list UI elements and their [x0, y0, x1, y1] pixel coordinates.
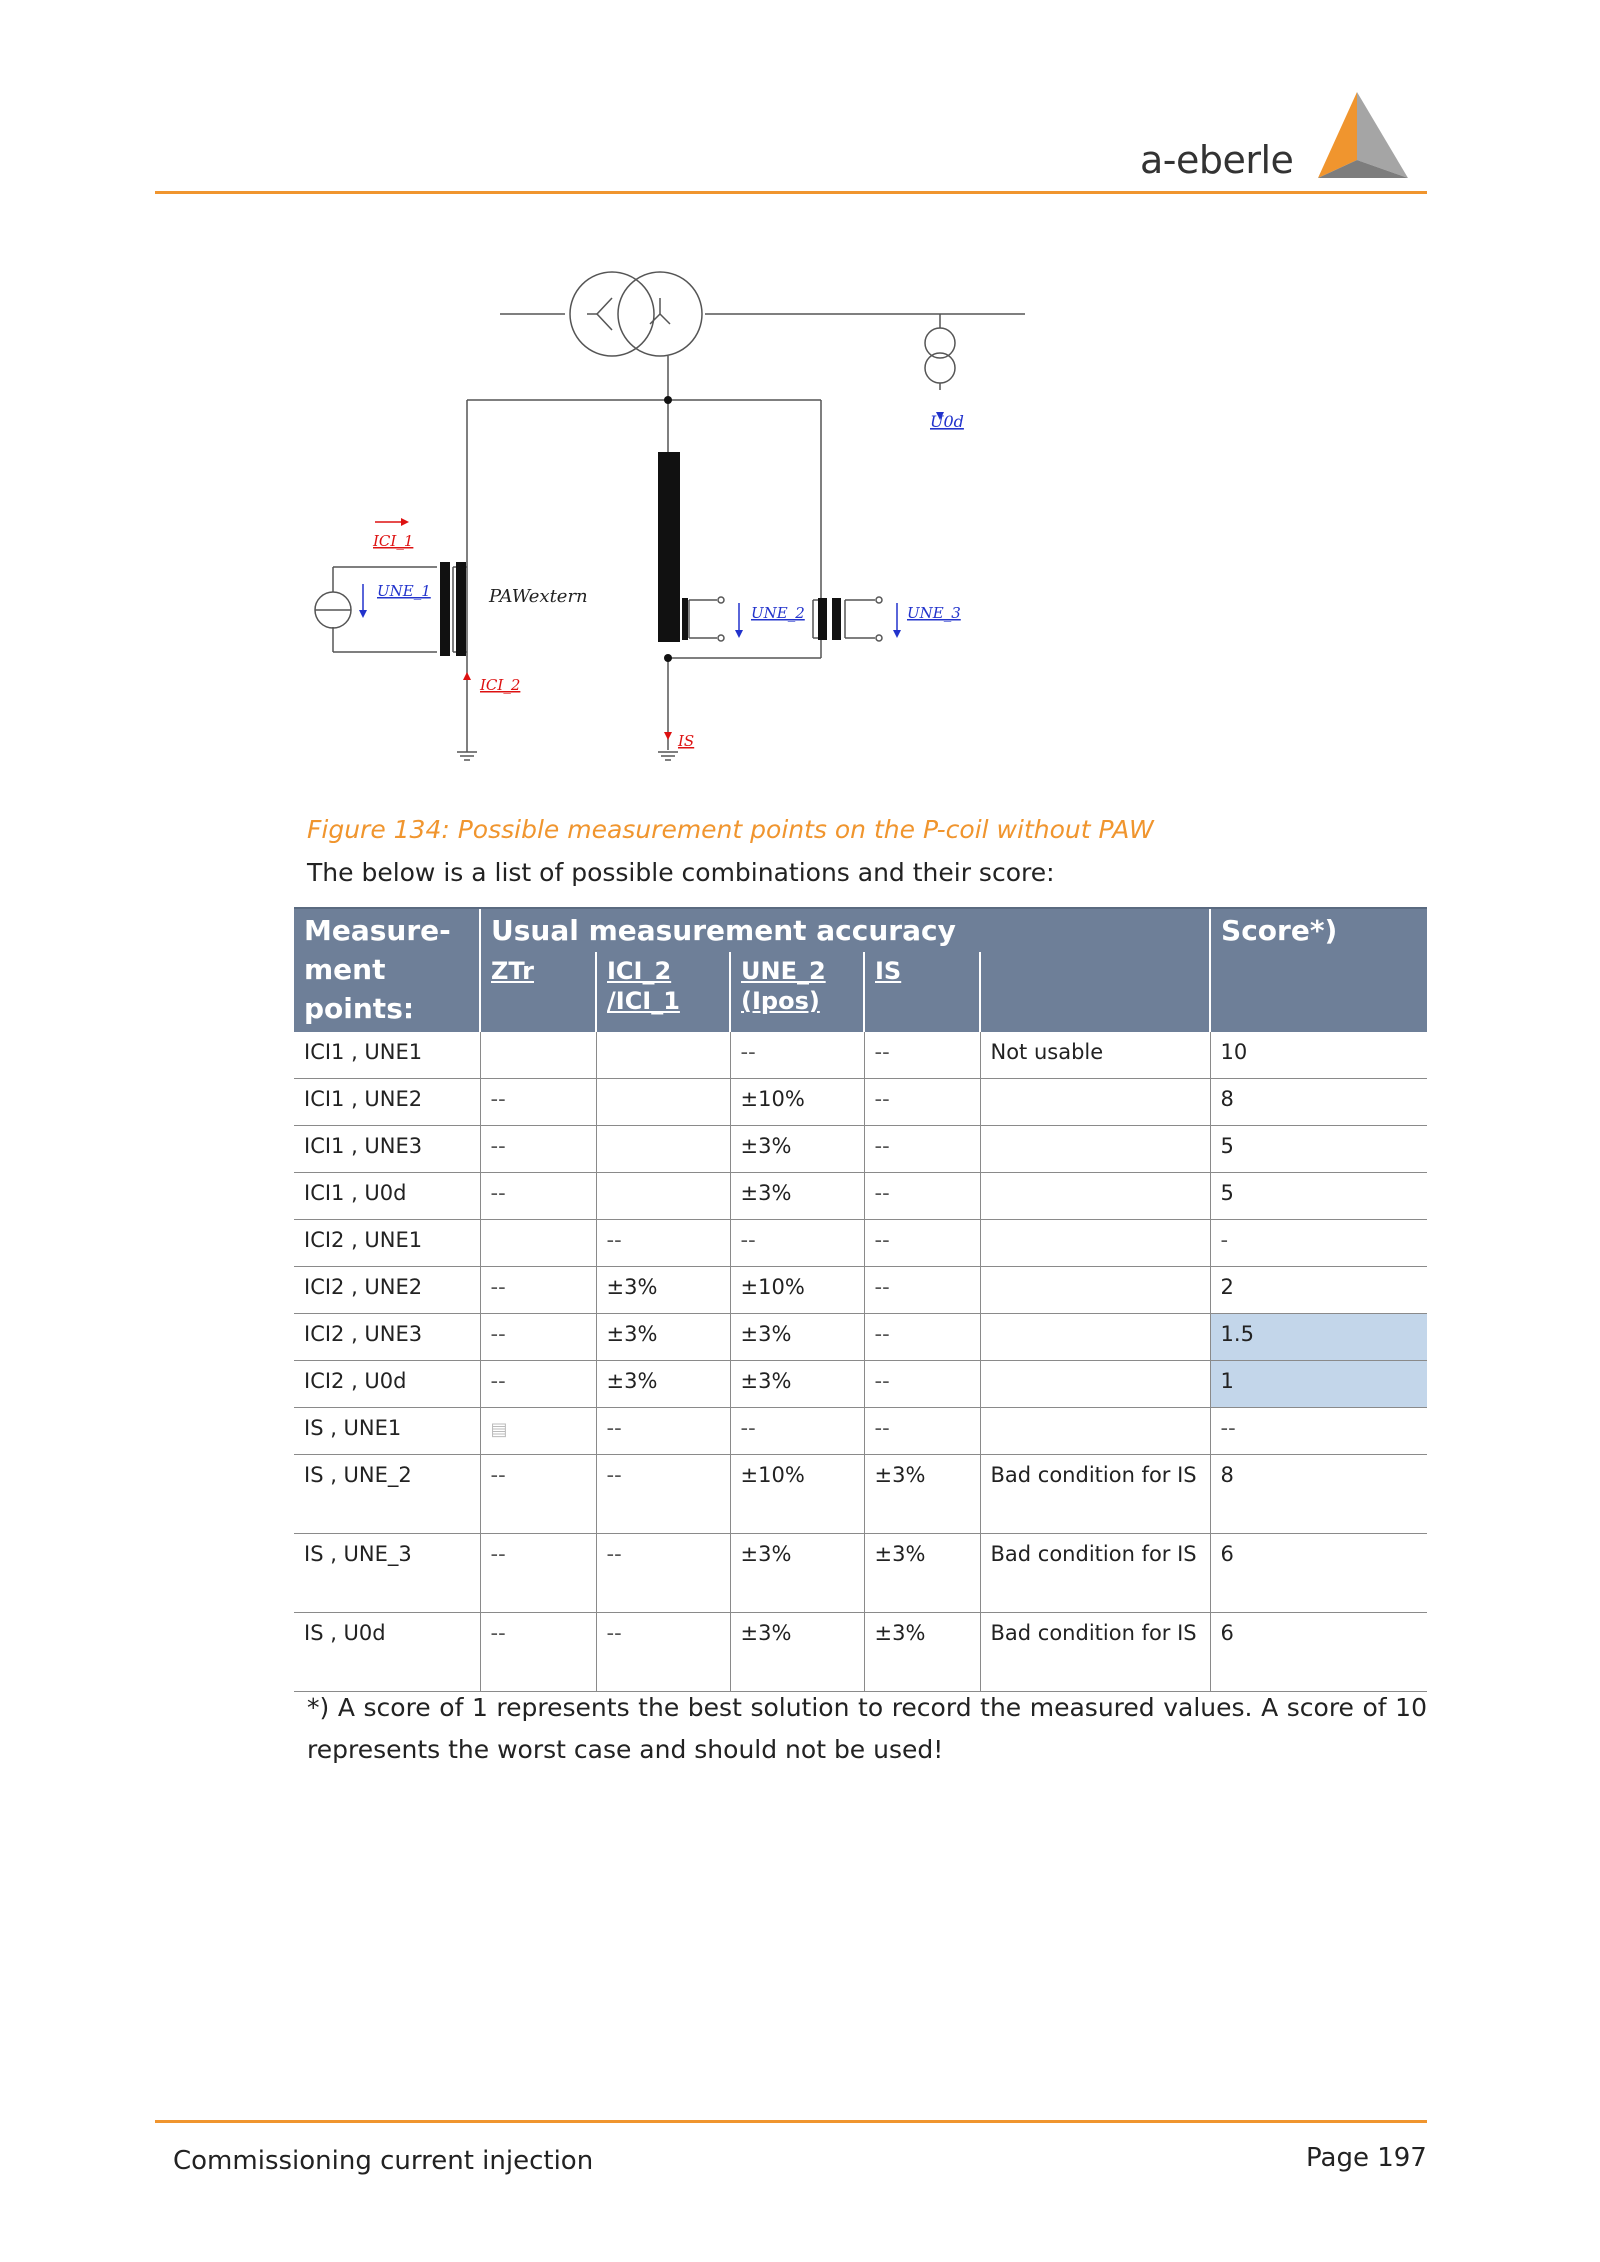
header-ztr: ZTr: [480, 952, 596, 1032]
cell-points: IS , UNE_2: [294, 1455, 480, 1534]
page-number: Page 197: [1306, 2143, 1427, 2173]
header-is: IS: [864, 952, 980, 1032]
table-row: [294, 1220, 1427, 1267]
cell-ici: ±3%: [596, 1314, 730, 1361]
cell-is: --: [864, 1314, 980, 1361]
cell-ztr: --: [480, 1267, 596, 1314]
cell-une: --: [730, 1032, 864, 1079]
table-row: [294, 1613, 1427, 1692]
cell-ici: [596, 1079, 730, 1126]
header-score: Score*): [1210, 908, 1427, 1032]
cell-une: --: [730, 1408, 864, 1455]
cell-is: ±3%: [864, 1613, 980, 1692]
ici2-label: ICI_2: [480, 676, 521, 694]
cell-ici: [596, 1126, 730, 1173]
table-row: [294, 1079, 1427, 1126]
cell-note: [980, 1314, 1210, 1361]
cell-une: --: [730, 1220, 864, 1267]
cell-note: [980, 1361, 1210, 1408]
cell-is: ±3%: [864, 1455, 980, 1534]
logo-text: a-eberle: [1140, 138, 1294, 182]
cell-is: --: [864, 1220, 980, 1267]
cell-ici: ±3%: [596, 1267, 730, 1314]
intro-text: The below is a list of possible combinations and their score:: [307, 858, 1055, 887]
table-row: [294, 1534, 1427, 1613]
table-row: [294, 1408, 1427, 1455]
cell-ztr: --: [480, 1126, 596, 1173]
cell-score: -: [1210, 1220, 1427, 1267]
cell-is: --: [864, 1361, 980, 1408]
cell-une: ±10%: [730, 1455, 864, 1534]
cell-note: Bad condition for IS: [980, 1534, 1210, 1613]
cell-note: Bad condition for IS: [980, 1455, 1210, 1534]
cell-is: --: [864, 1079, 980, 1126]
table-row: [294, 1314, 1427, 1361]
cell-ztr: [480, 1220, 596, 1267]
cell-une: ±10%: [730, 1079, 864, 1126]
table-row: [294, 1455, 1427, 1534]
cell-une: ±3%: [730, 1613, 864, 1692]
cell-ztr: --: [480, 1314, 596, 1361]
header-points: Measure-ment points:: [294, 908, 480, 1032]
cell-note: [980, 1173, 1210, 1220]
cell-une: ±3%: [730, 1534, 864, 1613]
cell-is: --: [864, 1032, 980, 1079]
circuit-diagram: [285, 240, 1045, 770]
footer-section-title: Commissioning current injection: [173, 2146, 594, 2176]
cell-points: IS , UNE1: [294, 1408, 480, 1455]
table-row: [294, 1173, 1427, 1220]
footnote: *) A score of 1 represents the best solution to record the measured values. A score of 10 represents the worst case and should not be used!: [307, 1693, 1427, 1764]
cell-points: ICI1 , UNE3: [294, 1126, 480, 1173]
cell-points: IS , U0d: [294, 1613, 480, 1692]
footer-rule: [155, 2120, 1427, 2123]
cell-ztr: --: [480, 1455, 596, 1534]
cell-ici: [596, 1032, 730, 1079]
cell-note: [980, 1220, 1210, 1267]
cell-ici: [596, 1173, 730, 1220]
cell-points: ICI1 , UNE1: [294, 1032, 480, 1079]
header-blank: [980, 952, 1210, 1032]
cell-note: [980, 1267, 1210, 1314]
cell-points: ICI1 , UNE2: [294, 1079, 480, 1126]
cell-points: ICI2 , UNE2: [294, 1267, 480, 1314]
cell-score: 6: [1210, 1534, 1427, 1613]
table-row: [294, 1032, 1427, 1079]
cell-score: 6: [1210, 1613, 1427, 1692]
cell-points: ICI1 , U0d: [294, 1173, 480, 1220]
une3-label: UNE_3: [907, 604, 961, 622]
cell-score: 5: [1210, 1173, 1427, 1220]
cell-score: 8: [1210, 1455, 1427, 1534]
cell-is: --: [864, 1267, 980, 1314]
cell-ici: --: [596, 1613, 730, 1692]
paw-label: PAWextern: [489, 586, 588, 607]
cell-note: Not usable: [980, 1032, 1210, 1079]
cell-note: [980, 1408, 1210, 1455]
header-rule: [155, 191, 1427, 194]
cell-ici: --: [596, 1534, 730, 1613]
cell-is: --: [864, 1173, 980, 1220]
une1-label: UNE_1: [377, 582, 431, 600]
cell-ztr: [480, 1032, 596, 1079]
table-row: [294, 1126, 1427, 1173]
cell-points: IS , UNE_3: [294, 1534, 480, 1613]
cell-une: ±3%: [730, 1126, 864, 1173]
cell-score: 2: [1210, 1267, 1427, 1314]
cell-score: 8: [1210, 1079, 1427, 1126]
cell-une: ±3%: [730, 1314, 864, 1361]
cell-score: 5: [1210, 1126, 1427, 1173]
cell-is: --: [864, 1126, 980, 1173]
cell-points: ICI2 , U0d: [294, 1361, 480, 1408]
header-une: UNE_2 (Ipos): [730, 952, 864, 1032]
cell-une: ±3%: [730, 1361, 864, 1408]
cell-is: ±3%: [864, 1534, 980, 1613]
cell-score: 1.5: [1210, 1314, 1427, 1361]
logo-triangle-icon: [1300, 90, 1415, 185]
table-row: [294, 1361, 1427, 1408]
table-row: [294, 1267, 1427, 1314]
une2-label: UNE_2: [751, 604, 805, 622]
cell-points: ICI2 , UNE1: [294, 1220, 480, 1267]
cell-points: ICI2 , UNE3: [294, 1314, 480, 1361]
header-accuracy: Usual measurement accuracy: [480, 908, 1210, 952]
cell-is: --: [864, 1408, 980, 1455]
score-table: [294, 907, 1427, 1692]
header-ici: ICI_2 /ICI_1: [596, 952, 730, 1032]
cell-ztr: --: [480, 1534, 596, 1613]
cell-note: [980, 1079, 1210, 1126]
cell-score: 10: [1210, 1032, 1427, 1079]
cell-ztr: --: [480, 1173, 596, 1220]
cell-ici: ±3%: [596, 1361, 730, 1408]
figure-caption: Figure 134: Possible measurement points on the P-coil without PAW: [307, 815, 1154, 844]
is-label: IS: [678, 732, 695, 750]
cell-score: --: [1210, 1408, 1427, 1455]
cell-note: Bad condition for IS: [980, 1613, 1210, 1692]
cell-note: [980, 1126, 1210, 1173]
cell-une: ±10%: [730, 1267, 864, 1314]
cell-ztr: --: [480, 1361, 596, 1408]
cell-score: 1: [1210, 1361, 1427, 1408]
placeholder-icon: ▤: [490, 1419, 508, 1440]
cell-ztr: --: [480, 1079, 596, 1126]
cell-une: ±3%: [730, 1173, 864, 1220]
ici1-label: ICI_1: [373, 532, 414, 550]
cell-ici: --: [596, 1455, 730, 1534]
u0d-label: U0d: [930, 412, 964, 431]
cell-ztr: [480, 1408, 596, 1455]
cell-ztr: --: [480, 1613, 596, 1692]
cell-ici: --: [596, 1408, 730, 1455]
cell-ici: --: [596, 1220, 730, 1267]
